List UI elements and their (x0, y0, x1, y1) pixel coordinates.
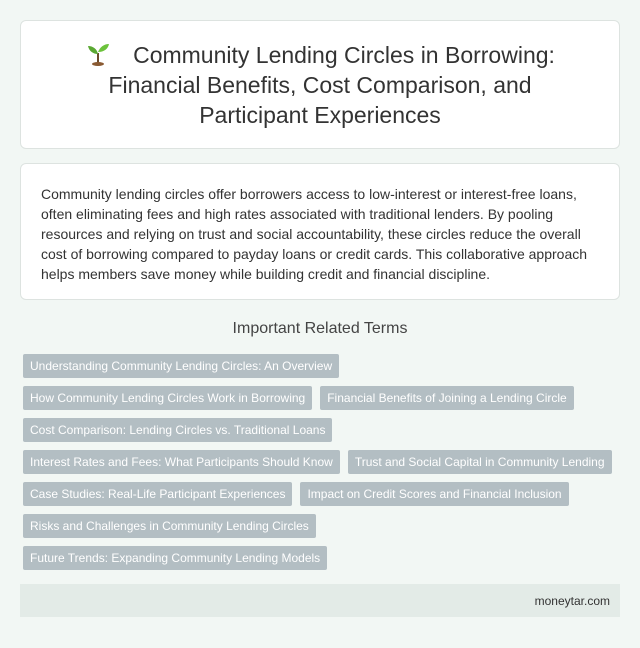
title-card (20, 20, 620, 149)
related-terms-list (23, 354, 623, 570)
footer-site-name[interactable]: moneytar.com (534, 593, 610, 608)
related-term-tag[interactable]: Financial Benefits of Joining a Lending Circle (320, 386, 573, 410)
related-terms-heading: Important Related Terms (232, 320, 408, 337)
page-title (51, 40, 589, 130)
related-term-tag[interactable]: How Community Lending Circles Work in Borrowing (23, 386, 312, 410)
page-title-text: Community Lending Circles in Borrowing: Financial Benefits, Cost Comparison, and Participant Experiences (108, 41, 555, 128)
related-term-tag[interactable]: Trust and Social Capital in Community Lending (348, 450, 612, 474)
related-term-tag[interactable]: Impact on Credit Scores and Financial Inclusion (300, 482, 568, 506)
related-term-tag[interactable]: Future Trends: Expanding Community Lending Models (23, 546, 327, 570)
sprout-icon (85, 40, 111, 66)
related-term-tag[interactable]: Cost Comparison: Lending Circles vs. Traditional Loans (23, 418, 332, 442)
summary-card (20, 163, 620, 300)
summary-text: Community lending circles offer borrowers access to low-interest or interest-free loans, often eliminating fees and high rates associated with traditional lenders. By pooling resources and relying on trust and social accountability, these circles reduce the overall cost of borrowing compared to payday loans or credit cards. This collaborative approach helps members save money while building credit and financial discipline. (41, 186, 588, 282)
footer (20, 584, 620, 617)
related-term-tag[interactable]: Case Studies: Real-Life Participant Experiences (23, 482, 292, 506)
related-term-tag[interactable]: Interest Rates and Fees: What Participants Should Know (23, 450, 340, 474)
related-term-tag[interactable]: Risks and Challenges in Community Lending Circles (23, 514, 316, 538)
related-term-tag[interactable]: Understanding Community Lending Circles: An Overview (23, 354, 339, 378)
